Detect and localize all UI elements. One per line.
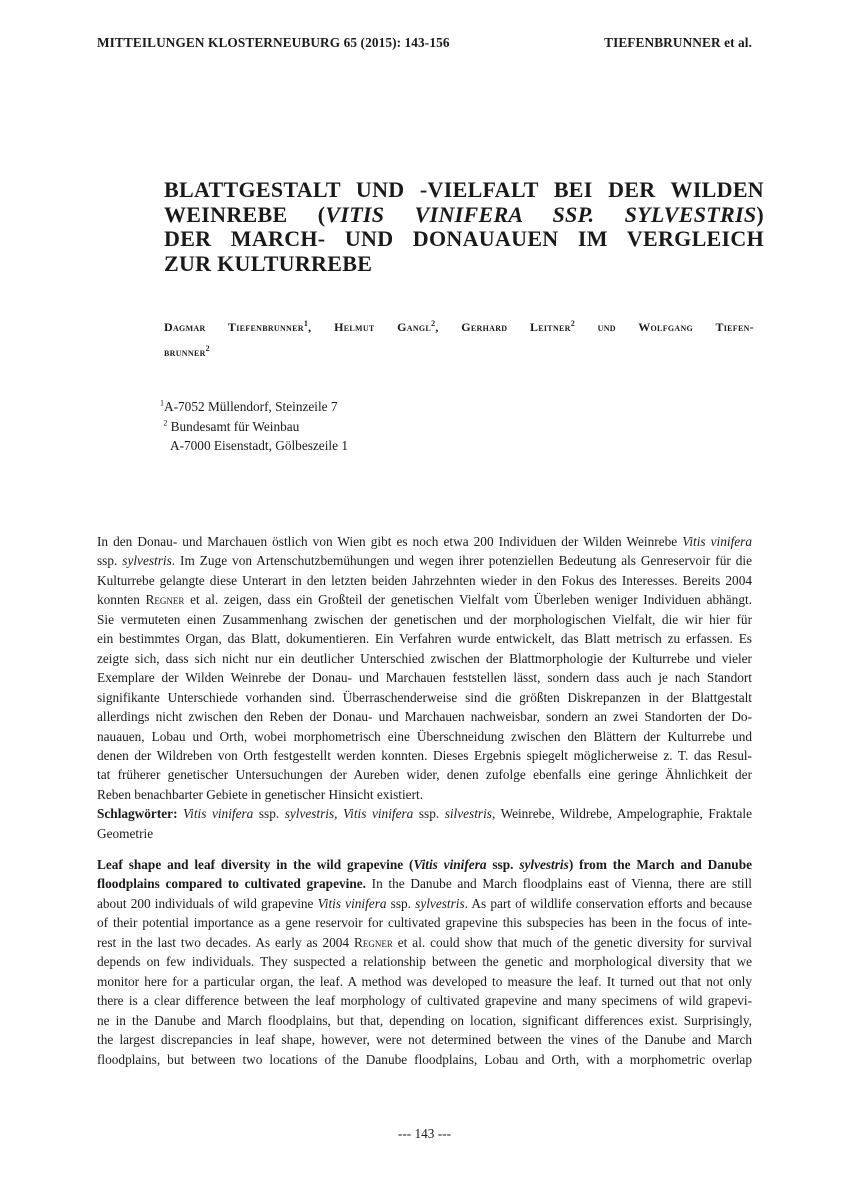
abstract-de-line: In den Donau- und Marchauen östlich von Wien gibt es noch etwa 200 Individuen der Wilden Weinrebe Vitis vinifera [97, 534, 752, 549]
abstract-en-line: rest in the last two decades. As early as 2004 Regner et al. could show that much of the genetic diversity for survival [97, 934, 752, 950]
abstract-de-line: Sie vermuteten einen Zusammenhang zwischen der genetischen und der morphologischen Vielfalt, die wir hier für [97, 611, 752, 627]
author-list [164, 315, 754, 365]
keywords-continued: Geometrie [97, 825, 154, 841]
affiliation-2-address: A-7000 Eisenstadt, Gölbeszeile 1 [169, 438, 348, 453]
abstract-en-line: floodplains compared to cultivated grapevine. In the Danube and March floodplains east of Vienna, there are still [97, 876, 752, 892]
abstract-de-line: Kulturrebe gelangte diese Unterart in den letzten beiden Jahrzehnten wieder in den Fokus des Interesses. Bereits 2004 [97, 572, 752, 588]
abstract-de-line: allerdings nicht zwischen den Reben der Donau- und Marchauen nachweisbar, sondern an zwei Standorten der Do- [97, 709, 752, 725]
article-title [164, 178, 764, 276]
page-number: --- 143 --- [397, 1126, 452, 1141]
abstract-english [97, 855, 752, 1069]
abstract-en-line: ne in the Danube and March floodplains, but that, depending on location, significant differences exist. Surprisingly, [97, 1012, 752, 1028]
abstract-german [97, 532, 752, 843]
abstract-en-line: the largest discrepancies in leaf shape, however, were not determined between the vines of the Danube and March [97, 1032, 752, 1048]
title-line-2: WEINREBE (VITIS VINIFERA SSP. SYLVESTRIS) [164, 201, 765, 227]
title-line-3: DER MARCH- UND DONAUAUEN IM VERGLEICH [164, 226, 764, 251]
title-line-1: BLATTGESTALT UND -VIELFALT BEI DER WILDEN [164, 177, 764, 202]
affiliation-2: $^2$ Bundesamt für Weinbau [163, 418, 300, 434]
title-line-4: ZUR KULTURREBE [164, 250, 373, 276]
keywords: Schlagwörter: Vitis vinifera ssp. sylvestris, Vitis vinifera ssp. silvestris, Weinrebe, Wildrebe, Ampelographie, Fraktale [97, 806, 752, 822]
abstract-de-line: Exemplare der Wilden Weinrebe der Donau- und Marchauen feststellen lässt, sondern dass auch je nach Standort [97, 670, 752, 686]
affiliations [160, 397, 348, 456]
abstract-de-line: Reben benachbarter Gebiete in genetischer Hinsicht existiert. [97, 786, 424, 802]
abstract-de-line: signifikante Unterschiede vorhanden sind. Überraschenderweise sind die größten Diskrepanzen in der Blattgestalt [97, 689, 752, 705]
abstract-en-line: about 200 individuals of wild grapevine Vitis vinifera ssp. sylvestris. As part of wildlife conservation efforts and because [97, 895, 752, 911]
running-author: TIEFENBRUNNER et al. [604, 35, 752, 50]
abstract-en-line: there is a clear difference between the leaf morphology of cultivated grapevine and many specimens of wild grapevi- [97, 993, 752, 1009]
abstract-de-line: zeigte sich, dass sich nicht nur ein deutlicher Unterschied zwischen der Blattmorphologie der Kulturrebe und vieler [97, 650, 752, 666]
abstract-en-line: floodplains, but between two locations of the Danube floodplains, Lobau and Orth, with a morphometric overlap [97, 1051, 752, 1067]
abstract-de-line: nauauen, Lobau und Orth, wobei morphometrisch eine Überschneidung zwischen den Blättern der Kulturrebe und [97, 728, 752, 744]
abstract-en-line: of their potential importance as a gene reservoir for cultivated grapevine this subspecies has been in the focus of inte- [97, 915, 752, 931]
affiliation-1: $^1$A-7052 Müllendorf, Steinzeile 7 [160, 398, 338, 414]
abstract-de-line: ein bestimmtes Organ, das Blatt, dokumentieren. Ein Verfahren wurde entwickelt, das Blatt metrisch zu erfassen. Es [97, 631, 752, 647]
abstract-en-title: Leaf shape and leaf diversity in the wild grapevine (Vitis vinifera ssp. sylvestris) from the March and Danube [97, 857, 752, 872]
author-line-1: Dagmar Tiefenbrunner$^1$, Helmut Gangl$^2$, Gerhard Leitner$^2$ und Wolfgang Tiefen- [164, 319, 754, 334]
abstract-en-line: monitor here for a particular organ, the leaf. A method was developed to measure the leaf. It turned out that not only [97, 973, 752, 989]
abstract-de-line: konnten Regner et al. zeigen, dass ein Großteil der genetischen Vielfalt vom Überleben weniger Individuen abhängt. [97, 592, 752, 608]
journal-citation: MITTEILUNGEN KLOSTERNEUBURG 65 (2015): 143-156 [97, 35, 450, 50]
running-head [0, 35, 849, 55]
abstract-en-line: depends on few individuals. They suspected a relationship between the genetic and morphological diversity that we [97, 954, 752, 970]
abstract-de-line: ssp. sylvestris. Im Zuge von Artenschutzbemühungen und wegen ihrer potenziellen Bedeutung als Genreservoir für die [97, 553, 752, 569]
author-line-2: brunner$^2$ [164, 344, 210, 359]
abstract-de-line: denen der Wildreben von Orth festgestellt werden konnten. Dieses Ergebnis spiegelt möglicherweise z. T. das Resul- [97, 747, 752, 763]
abstract-de-line: tat früherer genetischer Untersuchungen der Aureben wider, denen zufolge ebenfalls eine geringe Ähnlichkeit der [97, 767, 752, 783]
